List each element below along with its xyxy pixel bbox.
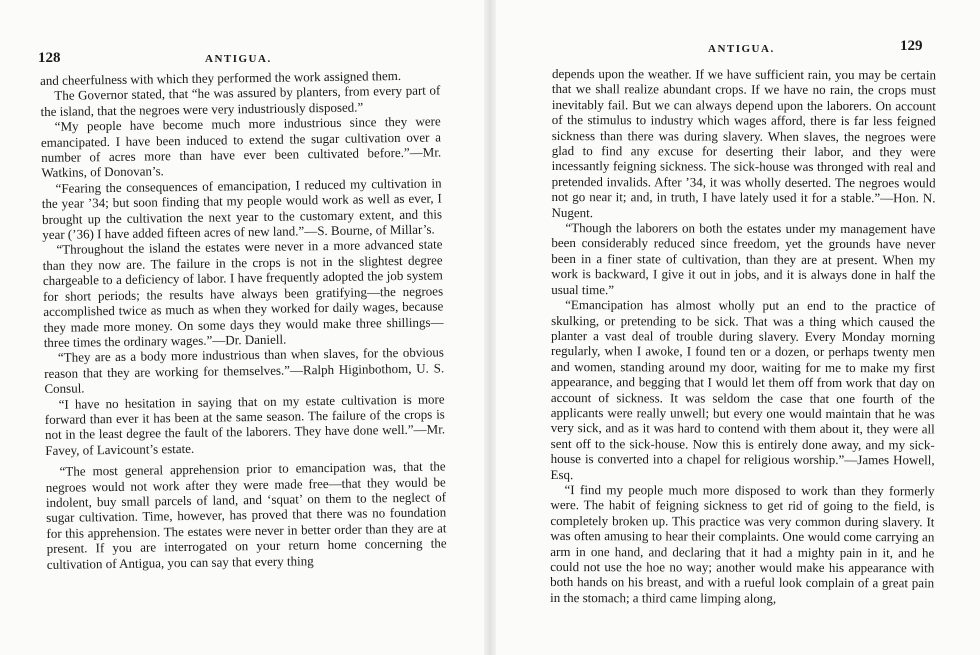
paragraph: and cheerfulness with which they performed the work assigned them. [40, 67, 402, 88]
paragraph: “Though the laborers on both the estates under my management have been considerably reduced since freedom, yet the grounds have never been in a finer state of cultivation, than they are at present. When my work is backward, I give it out in jobs, and it is always done in half the usual time.” [551, 220, 936, 297]
page-number: 129 [900, 38, 923, 54]
right-page [490, 0, 980, 655]
page-number: 128 [38, 50, 61, 66]
paragraph: “Throughout the island the estates were never in a more advanced state than they now are. The failure in the crops is not in the slightest degree chargeable to a deficiency of labor. I have frequently adopted the job system for short periods; the results have always been gratifying—the negroes accomplished twice as much as when they worked for daily wages, because they made more money. On some days they would make three shillings—three times the ordinary wages.”—Dr. Daniell. [42, 236, 444, 350]
paragraph: “I find my people much more disposed to work than they formerly were. The habit of feigning sickness to get rid of going to the field, is completely broken up. This practice was very common during slavery. It was often amusing to hear their complaints. One would come carrying an arm in one hand, and declaring that it had a mighty pain in it, and he could not use the hoe no way; another would make his appearance with both hands on his breast, and with a rueful look complain of a great pain in the stomach; a third came limping along, [550, 482, 935, 606]
page-body [40, 67, 447, 572]
paragraph: “I have no hesitation in saying that on my estate cultivation is more forward than ever it has been at the same season. The failure of the crops is not in the least degree the fault of the laborers. They have done well.”—Mr. Favey, of Lavicount’s estate. [44, 390, 446, 458]
paragraph: “They are as a body more industrious than when slaves, for the obvious reason that they are working for themselves.”—Ralph Higinbothom, U. S. Consul. [44, 344, 445, 397]
running-header: ANTIGUA. [205, 53, 272, 65]
paragraph: “Fearing the consequences of emancipation, I reduced my cultivation in the year ’34; but soon finding that my people would work as well as ever, I brought up the cultivation the next year to the customary extent, and this year (’36) I have added fifteen acres of new land.”—S. Bourne, of Millar’s. [41, 175, 443, 243]
paragraph: “My people have become much more industrious since they were emancipated. I have been induced to extend the sugar cultivation over a number of acres more than have ever been cultivated before.”—Mr. Watkins, of Donovan’s. [40, 113, 442, 181]
paragraph: “The most general apprehension prior to emancipation was, that the negroes would not work after they were made free—that they would be indolent, buy small parcels of land, and ‘squat’ on them to the neglect of sugar cultivation. Time, however, has proved that there was no foundation for this apprehension. The estates were never in better order than they are at present. If you are interrogated on your return home concerning the cultivation of Antigua, you can say that every thing [45, 458, 447, 572]
page-body [550, 66, 936, 607]
paragraph: depends upon the weather. If we have sufficient rain, you may be certain that we shall realize abundant crops. If we have no rain, the crops must inevitably fail. But we can always depend upon the laborers. On account of the stimulus to industry which wages afford, there is far less feigned sickness than there was during slavery. When slaves, the negroes were glad to find any excuse for deserting their labor, and they were incessantly feigning sickness. The sick-house was thronged with real and pretended invalids. After ’34, it was wholly deserted. The negroes would not go near it; and, in truth, I have lately used it for a stable.”—Hon. N. Nugent. [551, 66, 936, 220]
running-header: ANTIGUA. [708, 43, 775, 55]
paragraph: The Governor stated, that “he was assured by planters, from every part of the island, that the negroes were very industriously disposed.” [40, 82, 441, 119]
paragraph: “Emancipation has almost wholly put an end to the practice of skulking, or pretending to be sick. That was a thing which caused the planter a vast deal of trouble during slavery. Every Monday morning regularly, when I awoke, I found ten or a dozen, or perhaps twenty men and women, standing around my door, waiting for me to make my first appearance, and begging that I would let them off from work that day on account of sickness. It was seldom the case that one fourth of the applicants were really unwell; but every one would maintain that he was very sick, and as it was hard to contend with them about it, they were all sent off to the sick-house. Now this is entirely done away, and my sick-house is converted into a chapel for religious worship.”—James Howell, Esq. [550, 297, 936, 482]
